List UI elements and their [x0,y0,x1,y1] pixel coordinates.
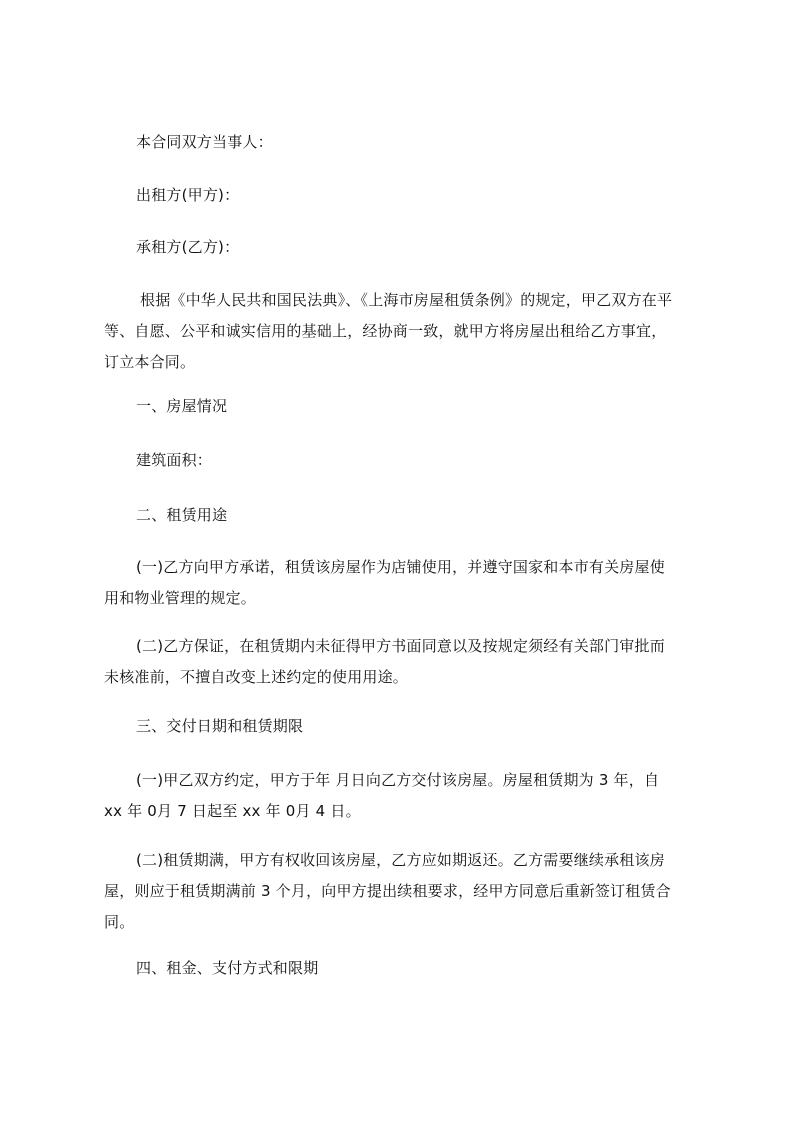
lessor-field: 出租方(甲方)： [136,186,240,204]
clause-line: (二)租赁期满，甲方有权收回该房屋，乙方应如期返还。乙方需要继续承租该房 [136,851,665,869]
section-4-title: 四、租金、支付方式和限期 [136,959,319,977]
clause-line: 用和物业管理的规定。 [104,589,257,607]
preamble-paragraph [104,290,673,383]
preamble-line: 根据《中华人民共和国民法典》、《上海市房屋租赁条例》的规定，甲乙双方在平 [140,291,673,309]
clause-line: (一)乙方向甲方承诺，租赁该房屋作为店铺使用，并遵守国家和本市有关房屋使 [136,558,665,576]
clause-2-1 [104,557,670,619]
preamble-line: 等、自愿、公平和诚实信用的基础上，经协商一致，就甲方将房屋出租给乙方事宜， [104,322,667,340]
clause-3-2 [104,850,670,943]
clause-3-1 [104,770,670,832]
clause-line: xx 年 0月 7 日起至 xx 年 0月 4 日。 [104,802,361,820]
section-1-title: 一、房屋情况 [136,397,228,415]
building-area-field: 建筑面积： [136,451,213,469]
lessee-field: 承租方(乙方)： [136,238,240,256]
clause-line: 同。 [104,913,135,931]
parties-heading: 本合同双方当事人： [136,133,273,151]
clause-line: (一)甲乙双方约定，甲方于年 月日向乙方交付该房屋。房屋租赁期为 3 年，自 [136,771,660,789]
clause-line: (二)乙方保证，在租赁期内未征得甲方书面同意以及按规定须经有关部门审批而 [136,637,665,655]
clause-line: 屋，则应于租赁期满前 3 个月，向甲方提出续租要求，经甲方同意后重新签订租赁合 [104,882,671,900]
section-3-title: 三、交付日期和租赁期限 [136,717,304,735]
preamble-line: 订立本合同。 [104,353,196,371]
section-2-title: 二、租赁用途 [136,506,228,524]
clause-line: 未核准前，不擅自改变上述约定的使用用途。 [104,668,409,686]
clause-2-2 [104,636,670,698]
